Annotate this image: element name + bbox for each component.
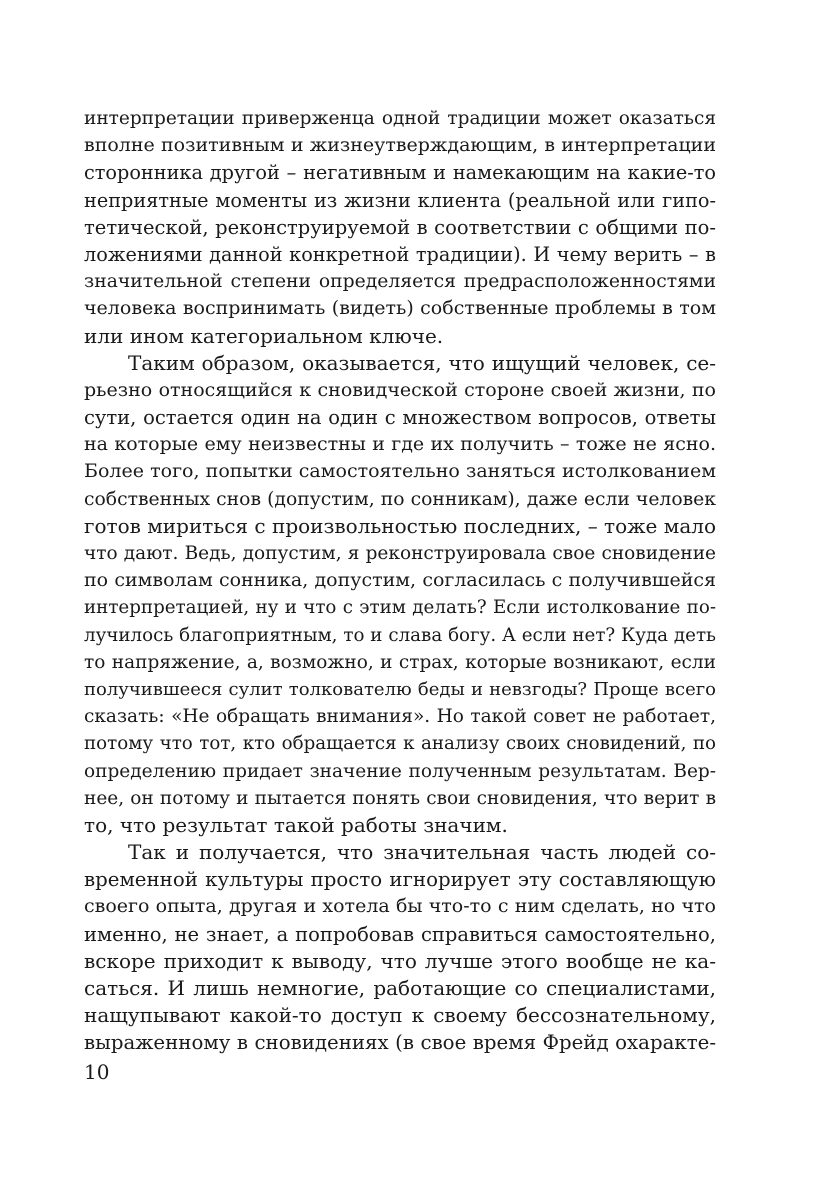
page-number: 10 — [84, 1060, 110, 1084]
text-line: именно, не знает, а попробовав справиться самостоятельно, — [84, 922, 716, 946]
text-line: по символам сонника, допустим, согласилась с получившейся — [84, 569, 716, 592]
text-line: на которые ему неизвестны и где их получить – тоже не ясно. — [84, 433, 716, 456]
text-line: то напряжение, а, возможно, и страх, которые возникают, если — [84, 651, 716, 673]
text-line: временной культуры просто игнорирует эту составляющую — [84, 868, 716, 892]
paragraph-start-line: Таким образом, оказывается, что ищущий человек, се- — [128, 350, 716, 375]
paragraph-start-line: Так и получается, что значительная часть людей со- — [128, 840, 716, 865]
text-line: сути, остается один на один с множеством вопросов, ответы — [84, 406, 716, 430]
text-line: лучилось благоприятным, то и слава богу. А если нет? Куда деть — [84, 624, 716, 646]
text-line: рьезно относящийся к сновидческой стороне своей жизни, по — [84, 378, 716, 401]
text-line: то, что результат такой работы значим. — [84, 812, 508, 837]
text-line: интерпретацией, ну и что с этим делать? Если истолкование по- — [84, 597, 716, 619]
text-line: тетической, реконструируемой в соответствии с общими по- — [84, 215, 716, 239]
text-line: что дают. Ведь, допустим, я реконструировала свое сновидение — [84, 543, 716, 564]
text-line: интерпретации приверженца одной традиции может оказаться — [84, 108, 716, 129]
body-text — [84, 105, 716, 1057]
text-line: определению придает значение полученным результатам. Вер- — [84, 760, 716, 782]
text-line: собственных снов (допустим, по сонникам), даже если человек — [84, 488, 716, 510]
text-line: человека воспринимать (видеть) собственные проблемы в том — [84, 297, 716, 320]
text-line: сказать: «Не обращать внимания». Но такой совет не работает, — [84, 706, 716, 728]
text-line: получившееся сулит толкователю беды и невзгоды? Проще всего — [84, 678, 716, 700]
text-line: сторонника другой – негативным и намекающим на какие-то — [84, 161, 716, 185]
text-line: выраженному в сновидениях (в свое время Фрейд охаракте- — [84, 1031, 716, 1055]
text-line: вполне позитивным и жизнеутверждающим, в интерпретации — [84, 134, 716, 157]
text-line: готов мириться с произвольностью последних, – тоже мало — [84, 513, 716, 538]
text-line: потому что тот, кто обращается к анализу своих сновидений, по — [84, 733, 716, 755]
text-line: значительной степени определяется предрасположенностями — [84, 271, 716, 293]
text-line: неприятные моменты из жизни клиента (реальной или гипо- — [84, 188, 716, 212]
text-line: ложениями данной конкретной традиции). И чему верить – в — [84, 242, 716, 266]
text-line: нащупывают какой-то доступ к своему бессознательному, — [84, 1003, 716, 1028]
text-line: нее, он потому и пытается понять свои сновидения, что верит в — [84, 787, 716, 809]
text-line: или ином категориальном ключе. — [84, 323, 444, 348]
text-line: своего опыта, другая и хотела бы что-то с ним сделать, но что — [84, 895, 716, 918]
text-line: саться. И лишь немногие, работающие со специалистами, — [84, 976, 716, 1000]
text-line: вскоре приходит к выводу, что лучше этого вообще не ка- — [84, 948, 716, 973]
text-line: Более того, попытки самостоятельно заняться истолкованием — [84, 460, 716, 483]
